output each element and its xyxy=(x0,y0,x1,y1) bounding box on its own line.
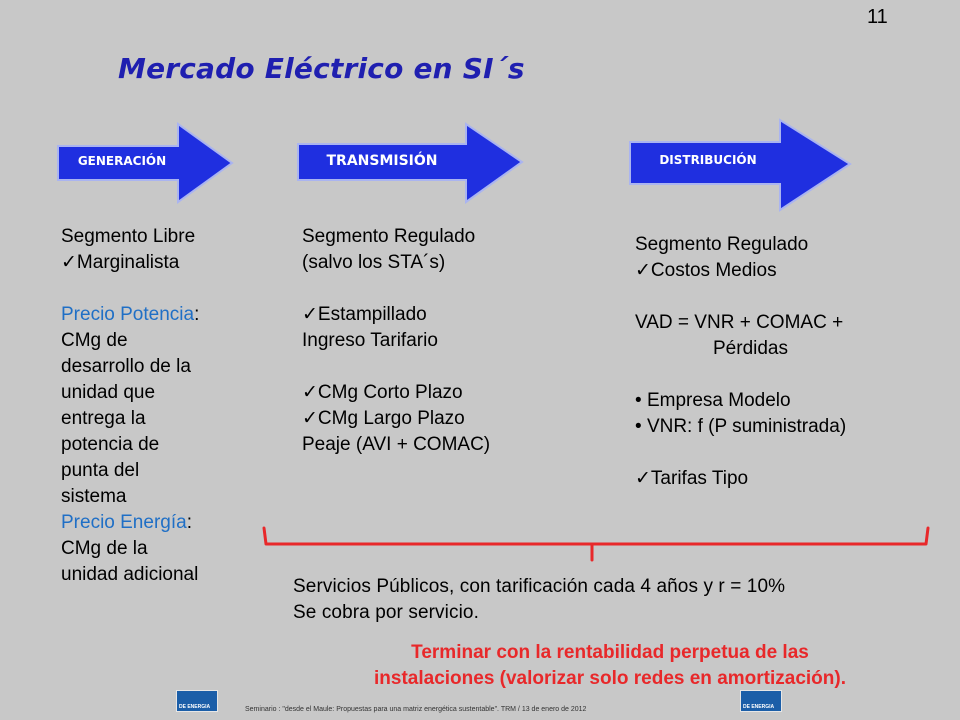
generacion-heading: Segmento Libre xyxy=(61,226,196,247)
check-icon: ✓ xyxy=(61,252,77,273)
ministry-logo-left: DE ENERGIA xyxy=(176,690,218,712)
generacion-check-marginalista: ✓Marginalista xyxy=(61,252,180,273)
transmision-check-corto-plazo: ✓CMg Corto Plazo xyxy=(302,382,463,403)
slide-title: Mercado Eléctrico en SI´s xyxy=(118,52,525,85)
check-icon: ✓ xyxy=(302,304,318,325)
transmision-ingreso-tarifario: Ingreso Tarifario xyxy=(302,330,438,351)
ministry-logo-right: DE ENERGIA xyxy=(740,690,782,712)
check-icon: ✓ xyxy=(302,408,318,429)
page-number: 11 xyxy=(867,6,888,28)
distribucion-bullet-empresa-modelo: • Empresa Modelo xyxy=(635,390,791,411)
transmision-heading-2: (salvo los STA´s) xyxy=(302,252,446,273)
conclusion-line-2: instalaciones (valorizar solo redes en amortización). xyxy=(374,668,846,689)
servicios-line-1: Servicios Públicos, con tarificación cada 4 años y r = 10% xyxy=(293,576,786,597)
bullet-icon: • xyxy=(635,416,647,437)
transmision-arrow-label: TRANSMISIÓN xyxy=(326,153,438,169)
transmision-check-estampillado: ✓Estampillado xyxy=(302,304,427,325)
bullet-icon: • xyxy=(635,390,647,411)
transmision-peaje: Peaje (AVI + COMAC) xyxy=(302,434,491,455)
distribucion-vad-line-1: VAD = VNR + COMAC + xyxy=(635,312,844,333)
precio-potencia-line-1: CMg de xyxy=(61,330,128,351)
generacion-arrow-label: GENERACIÓN xyxy=(77,154,167,168)
distribucion-check-tarifas-tipo: ✓Tarifas Tipo xyxy=(635,468,749,489)
precio-potencia-label: Precio Potencia: xyxy=(61,304,200,325)
precio-potencia-line-7: sistema xyxy=(61,486,127,507)
precio-potencia-line-6: punta del xyxy=(61,460,140,481)
precio-potencia-line-4: entrega la xyxy=(61,408,146,429)
check-icon: ✓ xyxy=(635,260,651,281)
precio-potencia-line-2: desarrollo de la xyxy=(61,356,191,377)
servicios-publicos-note xyxy=(293,574,933,626)
conclusion-line-1: Terminar con la rentabilidad perpetua de las xyxy=(411,642,809,663)
precio-potencia-line-5: potencia de xyxy=(61,434,160,455)
red-brace xyxy=(258,526,934,566)
distribucion-check-costos-medios: ✓Costos Medios xyxy=(635,260,777,281)
distribucion-bullet-vnr: • VNR: f (P suministrada) xyxy=(635,416,847,437)
distribucion-arrow-label: DISTRIBUCIÓN xyxy=(659,153,757,167)
check-icon: ✓ xyxy=(302,382,318,403)
distribucion-column xyxy=(635,232,935,492)
precio-energia-line-2: unidad adicional xyxy=(61,564,199,585)
transmision-heading-1: Segmento Regulado xyxy=(302,226,476,247)
distribucion-heading: Segmento Regulado xyxy=(635,234,809,255)
transmision-check-largo-plazo: ✓CMg Largo Plazo xyxy=(302,408,465,429)
servicios-line-2: Se cobra por servicio. xyxy=(293,602,479,623)
footer-text: Seminario : "desde el Maule: Propuestas para una matriz energética sustentable". TRM / 13 de enero de 2012 xyxy=(245,706,587,713)
distribucion-vad-line-2: Pérdidas xyxy=(713,338,788,359)
precio-energia-label: Precio Energía: xyxy=(61,512,192,533)
precio-energia-line-1: CMg de la xyxy=(61,538,148,559)
generacion-column xyxy=(61,224,251,588)
transmision-column xyxy=(302,224,562,458)
check-icon: ✓ xyxy=(635,468,651,489)
conclusion-text xyxy=(290,640,930,692)
precio-potencia-line-3: unidad que xyxy=(61,382,156,403)
